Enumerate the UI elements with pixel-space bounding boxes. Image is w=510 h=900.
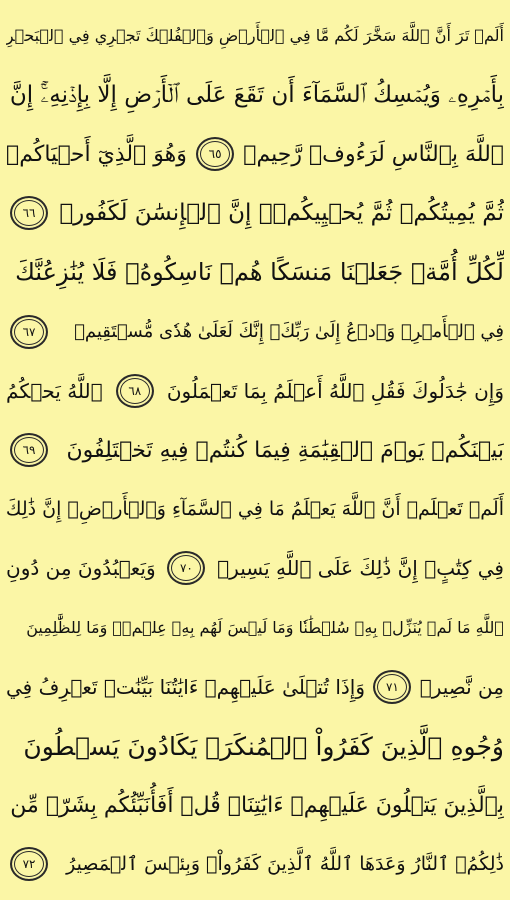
verse-line	[6, 480, 504, 539]
verse-text: وَإِن جَٰدَلُوكَ فَقُلِ ٱللَّهُ أَعۡلَمُ بِمَا تَعۡمَلُونَ	[166, 378, 504, 403]
verse-text: فِي ٱلۡأَمۡرِۚ وَٱدۡعُ إِلَىٰ رَبِّكَۖ إِنَّكَ لَعَلَىٰ هُدٗى مُّسۡتَقِيمٖ	[74, 321, 504, 343]
verse-text: بِأَمۡرِهِۦ وَيُمۡسِكُ ٱلسَّمَآءَ أَن تَقَعَ عَلَى ٱلۡأَرۡضِ إِلَّا بِإِذۡنِهِۦٓۚ إِنَّ	[9, 81, 504, 108]
verse-text: مِن نَّصِيرٖ	[419, 674, 504, 699]
ayah-number-marker: ٦٧	[10, 315, 48, 349]
verse-text: وَيَعۡبُدُونَ مِن دُونِ	[6, 556, 156, 581]
verse-lines	[6, 6, 504, 894]
verse-text: ٱللَّهُ يَحۡكُمُ	[6, 378, 103, 403]
verse-line	[6, 361, 504, 420]
verse-line	[6, 776, 504, 835]
verse-text: أَلَمۡ تَعۡلَمۡ أَنَّ ٱللَّهَ يَعۡلَمُ مَا فِي ٱلسَّمَآءِ وَٱلۡأَرۡضِۚ إِنَّ ذَٰلِكَ	[6, 498, 504, 521]
ayah-number-marker: ٦٩	[10, 433, 48, 467]
verse-text: ٱللَّهَ بِٱلنَّاسِ لَرَءُوفٞ رَّحِيمٞ	[243, 141, 504, 167]
verse-line	[6, 6, 504, 65]
ayah-number-marker: ٦٦	[10, 196, 48, 230]
verse-line	[6, 184, 504, 243]
verse-text: لِّكُلِّ أُمَّةٖ جَعَلۡنَا مَنسَكًا هُمۡ نَاسِكُوهُۖ فَلَا يُنَٰزِعُنَّكَ	[15, 258, 504, 287]
verse-text: وَهُوَ ٱلَّذِيٓ أَحۡيَاكُمۡ	[6, 141, 187, 167]
verse-line	[6, 243, 504, 302]
ayah-number-marker: ٧٠	[167, 551, 205, 585]
verse-line	[6, 302, 504, 361]
verse-text: أَلَمۡ تَرَ أَنَّ ٱللَّهَ سَخَّرَ لَكُم مَّا فِي ٱلۡأَرۡضِ وَٱلۡفُلۡكَ تَجۡرِي فِي ٱلۡبَحۡرِ	[6, 26, 504, 46]
verse-text: ثُمَّ يُمِيتُكُمۡ ثُمَّ يُحۡيِيكُمۡۗ إِنَّ ٱلۡإِنسَٰنَ لَكَفُورٞ	[59, 200, 504, 227]
verse-text: وُجُوهِ ٱلَّذِينَ كَفَرُواْ ٱلۡمُنكَرَۖ يَكَادُونَ يَسۡطُونَ	[23, 731, 504, 761]
verse-text: ٱللَّهِ مَا لَمۡ يُنَزِّلۡ بِهِۦ سُلۡطَٰنٗا وَمَا لَيۡسَ لَهُم بِهِۦ عِلۡمٞۗ وَمَا لِلظَّٰلِمِينَ	[26, 618, 504, 638]
verse-line	[6, 835, 504, 894]
ayah-number-marker: ٧١	[373, 670, 411, 704]
ayah-number-marker: ٦٨	[116, 374, 154, 408]
verse-text: وَإِذَا تُتۡلَىٰ عَلَيۡهِمۡ ءَايَٰتُنَا بَيِّنَٰتٖ تَعۡرِفُ فِي	[6, 674, 366, 699]
ayah-number-marker: ٦٥	[196, 137, 234, 171]
verse-line	[6, 539, 504, 598]
verse-line	[6, 657, 504, 716]
verse-line	[6, 124, 504, 183]
verse-line	[6, 65, 504, 124]
verse-text: بِٱلَّذِينَ يَتۡلُونَ عَلَيۡهِمۡ ءَايَٰتِنَاۗ قُلۡ أَفَأُنَبِّئُكُم بِشَرّٖ مِّن	[10, 792, 504, 818]
verse-text: فِي كِتَٰبٍۚ إِنَّ ذَٰلِكَ عَلَى ٱللَّهِ يَسِيرٞ	[217, 556, 504, 581]
verse-text: ذَٰلِكُمُۚ ٱلنَّارُ وَعَدَهَا ٱللَّهُ ٱلَّذِينَ كَفَرُواْۖ وَبِئۡسَ ٱلۡمَصِيرُ	[66, 853, 504, 876]
verse-line	[6, 420, 504, 479]
verse-text: بَيۡنَكُمۡ يَوۡمَ ٱلۡقِيَٰمَةِ فِيمَا كُنتُمۡ فِيهِ تَخۡتَلِفُونَ	[66, 437, 504, 463]
verse-line	[6, 716, 504, 775]
ayah-number-marker: ٧٢	[10, 847, 48, 881]
verse-line	[6, 598, 504, 657]
